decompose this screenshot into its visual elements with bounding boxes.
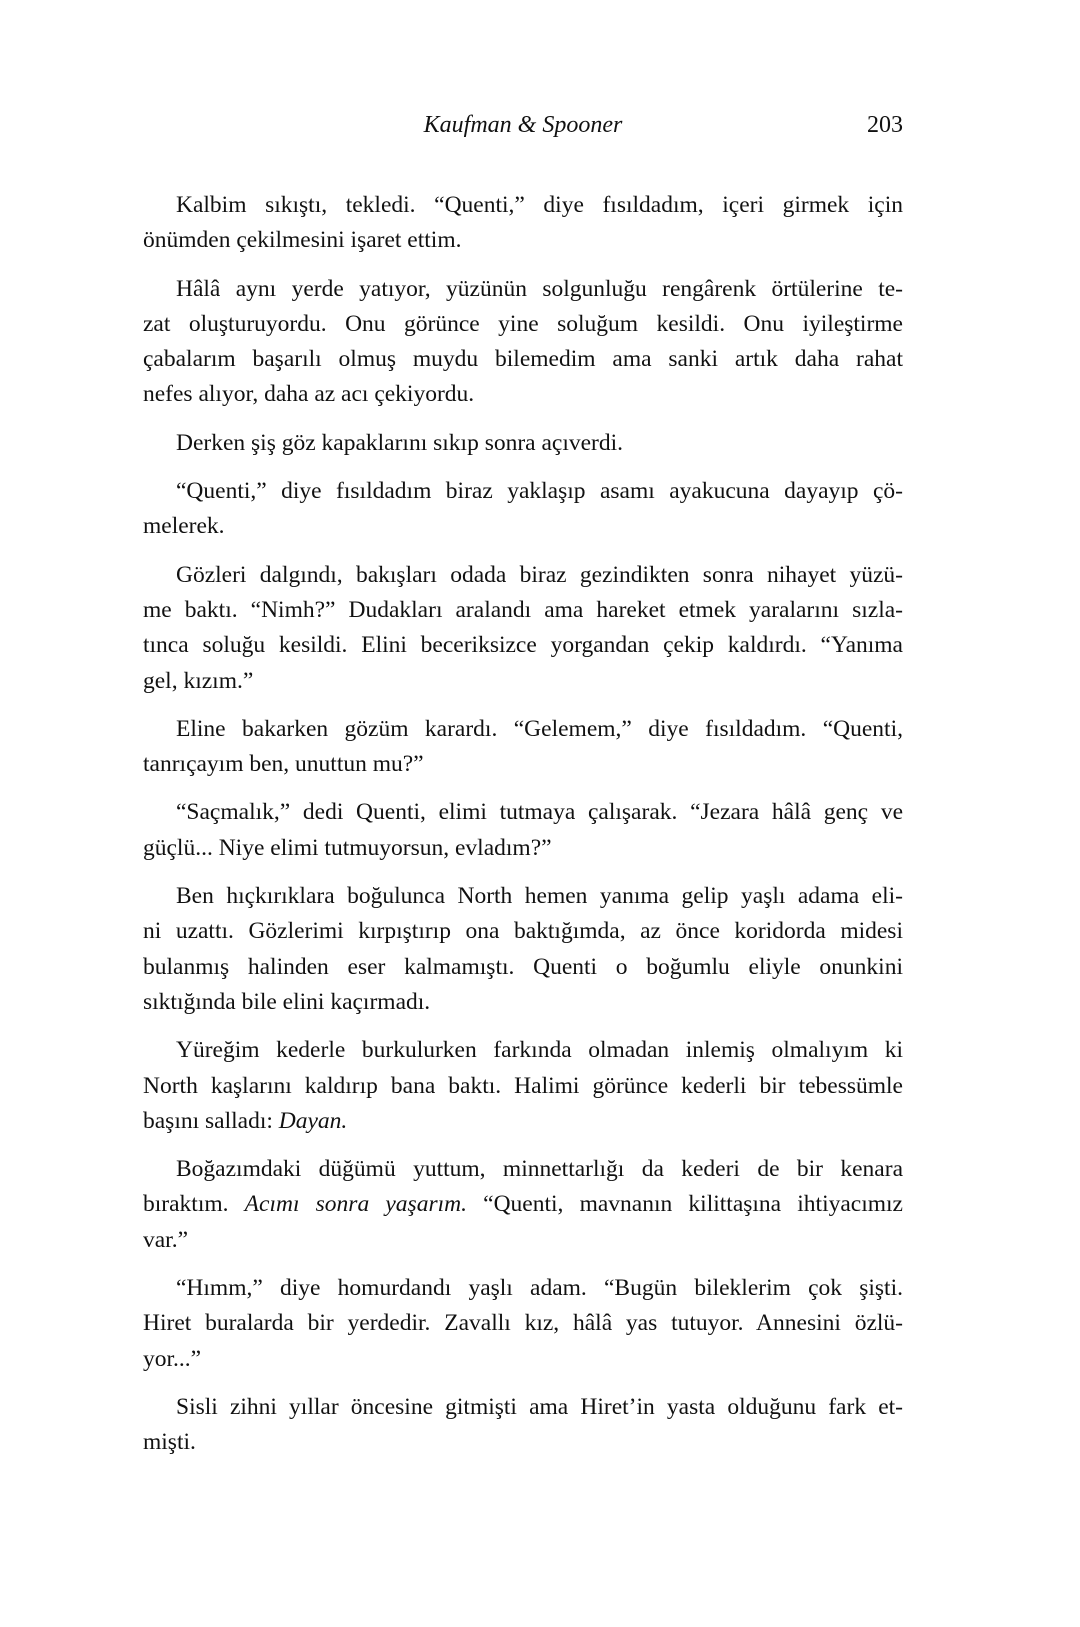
- text-segment: Derken şiş göz kapaklarını sıkıp sonra açıverdi.: [176, 429, 624, 456]
- text-segment: güçlü... Niye elimi tutmuyorsun, evladım?”: [143, 834, 552, 861]
- text-line: [143, 188, 903, 223]
- text-segment: gel, kızım.”: [143, 667, 254, 694]
- text-line: [143, 628, 903, 663]
- text-segment: nefes alıyor, daha az acı çekiyordu.: [143, 381, 475, 408]
- text-segment: Hâlâ aynı yerde yatıyor, yüzünün solgunluğu rengârenk örtülerine te-: [176, 275, 903, 302]
- text-segment: “Saçmalık,” dedi Quenti, elimi tutmaya çalışarak. “Jezara hâlâ genç ve: [176, 799, 903, 826]
- text-line: [143, 1104, 903, 1139]
- italic-text: Acımı sonra yaşarım.: [244, 1191, 467, 1218]
- paragraph: [143, 272, 903, 413]
- paragraph: [143, 1033, 903, 1139]
- paragraph: [143, 1152, 903, 1258]
- text-line: [143, 307, 903, 342]
- text-line: [143, 272, 903, 307]
- text-segment: melerek.: [143, 513, 225, 540]
- text-segment: Ben hıçkırıklara boğulunca North hemen yanıma gelip yaşlı adama eli-: [176, 883, 903, 910]
- text-line: [143, 1069, 903, 1104]
- text-segment: Gözleri dalgındı, bakışları odada biraz gezindikten sonra nihayet yüzü-: [176, 561, 903, 588]
- text-segment: başını salladı:: [143, 1107, 279, 1134]
- running-head: Kaufman & Spooner: [423, 112, 623, 138]
- text-line: [143, 950, 903, 985]
- text-segment: Hiret buralarda bir yerdedir. Zavallı kız, hâlâ yas tutuyor. Annesini özlü-: [143, 1310, 903, 1337]
- text-line: [143, 914, 903, 949]
- text-segment: “Quenti,” diye fısıldadım biraz yaklaşıp asamı ayakucuna dayayıp çö-: [176, 478, 903, 505]
- text-line: [143, 509, 903, 544]
- text-line: [143, 664, 903, 699]
- text-segment: me baktı. “Nimh?” Dudakları aralandı ama hareket etmek yaralarını sızla-: [143, 596, 903, 623]
- text-line: [143, 1152, 903, 1187]
- paragraph: [143, 558, 903, 699]
- text-segment: Eline bakarken gözüm karardı. “Gelemem,” diye fısıldadım. “Quenti,: [176, 715, 903, 742]
- text-line: [143, 1425, 903, 1460]
- text-segment: bulanmış halinden eser kalmamıştı. Quenti o boğumlu eliyle onunkini: [143, 953, 903, 980]
- text-segment: tınca soluğu kesildi. Elini beceriksizce yorgandan çekip kaldırdı. “Yanıma: [143, 632, 903, 659]
- paragraph: [143, 1390, 903, 1461]
- text-line: [143, 1342, 903, 1377]
- text-line: [143, 1033, 903, 1068]
- paragraph: [143, 712, 903, 783]
- text-line: [143, 593, 903, 628]
- text-line: [143, 474, 903, 509]
- text-line: [143, 1306, 903, 1341]
- text-line: [143, 831, 903, 866]
- paragraph: [143, 474, 903, 545]
- text-segment: North kaşlarını kaldırıp bana baktı. Halimi görünce kederli bir tebessümle: [143, 1072, 903, 1099]
- text-line: [143, 985, 903, 1020]
- paragraph: [143, 188, 903, 259]
- italic-text: Dayan.: [278, 1107, 348, 1134]
- text-segment: yor...”: [143, 1345, 202, 1372]
- text-line: [143, 1271, 903, 1306]
- text-line: [143, 558, 903, 593]
- paragraph: [143, 1271, 903, 1377]
- text-segment: Boğazımdaki düğümü yuttum, minnettarlığı da kederi de bir kenara: [176, 1156, 903, 1183]
- text-line: [143, 747, 903, 782]
- text-segment: tanrıçayım ben, unuttun mu?”: [143, 751, 424, 778]
- text-line: [143, 342, 903, 377]
- text-segment: zat oluşturuyordu. Onu görünce yine soluğum kesildi. Onu iyileştirme: [143, 310, 903, 337]
- page-header: [143, 112, 903, 148]
- page-number: 203: [867, 112, 903, 138]
- text-segment: Yüreğim kederle burkulurken farkında olmadan inlemiş olmalıyım ki: [176, 1037, 903, 1064]
- paragraph: [143, 795, 903, 866]
- text-line: [143, 377, 903, 412]
- text-line: [143, 1187, 903, 1222]
- text-segment: çabalarım başarılı olmuş muydu bilemedim ama sanki artık daha rahat: [143, 346, 903, 373]
- text-segment: önümden çekilmesini işaret ettim.: [143, 227, 462, 254]
- text-segment: Sisli zihni yıllar öncesine gitmişti ama Hiret’in yasta olduğunu fark et-: [176, 1393, 903, 1420]
- text-line: [143, 1390, 903, 1425]
- text-segment: “Quenti, mavnanın kilittaşına ihtiyacımız: [466, 1191, 903, 1218]
- text-line: [143, 223, 903, 258]
- text-segment: “Hımm,” diye homurdandı yaşlı adam. “Bugün bileklerim çok şişti.: [176, 1275, 903, 1302]
- body-text: [143, 188, 903, 1474]
- text-line: [143, 795, 903, 830]
- paragraph: [143, 879, 903, 1020]
- paragraph: [143, 426, 903, 461]
- text-line: [143, 712, 903, 747]
- text-segment: bıraktım.: [143, 1191, 245, 1218]
- text-line: [143, 1223, 903, 1258]
- text-segment: sıktığında bile elini kaçırmadı.: [143, 988, 431, 1015]
- text-segment: Kalbim sıkıştı, tekledi. “Quenti,” diye fısıldadım, içeri girmek için: [176, 192, 903, 218]
- text-segment: mişti.: [143, 1429, 196, 1456]
- text-line: [143, 426, 903, 461]
- text-line: [143, 879, 903, 914]
- text-segment: ni uzattı. Gözlerimi kırpıştırıp ona baktığımda, az önce koridorda midesi: [143, 918, 903, 945]
- text-segment: var.”: [143, 1226, 189, 1253]
